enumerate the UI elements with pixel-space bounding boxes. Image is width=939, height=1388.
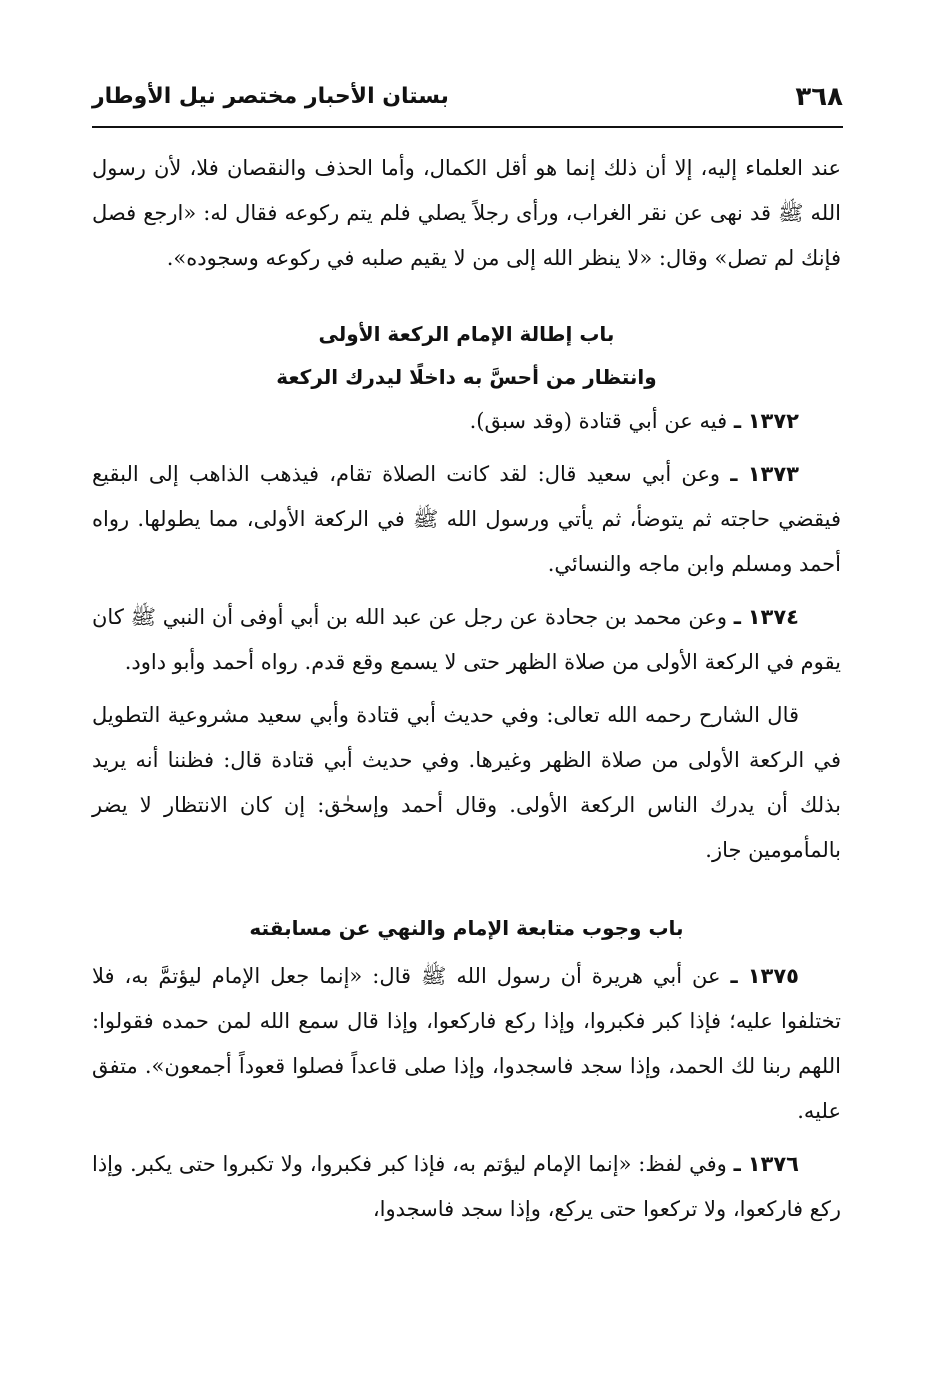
chapter-heading-1-line1: باب إطالة الإمام الركعة الأولى	[318, 322, 615, 346]
book-title: بستان الأحبار مختصر نيل الأوطار	[92, 84, 449, 109]
chapter-heading-1-line2: وانتظار من أحسَّ به داخلًا ليدرك الركعة	[276, 365, 657, 389]
page-header	[92, 80, 843, 128]
page-number: ٣٦٨	[795, 82, 843, 112]
commentary-paragraph: قال الشارح رحمه الله تعالى: وفي حديث أبي قتادة وأبي سعيد مشروعية التطويل في الركعة الأولى من صلاة الظهر وغيرها. وفي حديث أبي قتادة قال: فظننا أنه يريد بذلك أن يدرك الناس الركعة الأولى. وقال أحمد وإسحٰق: إن كان الانتظار لا يضر بالمأمومين جاز.	[92, 703, 841, 862]
hadith-separator: ـ	[733, 1152, 741, 1176]
hadith-number: ١٣٧٥	[747, 964, 799, 988]
hadith-text: وعن أبي سعيد قال: لقد كانت الصلاة تقام، فيذهب الذاهب إلى البقيع فيقضي حاجته ثم يتوضأ، ثم يأتي ورسول الله ﷺ في الركعة الأولى، مما يطولها. رواه أحمد ومسلم وابن ماجه والنسائي.	[92, 462, 841, 576]
hadith-1374	[92, 595, 841, 685]
hadith-number: ١٣٧٣	[747, 462, 799, 486]
hadith-1376	[92, 1142, 841, 1232]
hadith-text: فيه عن أبي قتادة (وقد سبق).	[469, 409, 728, 433]
hadith-number: ١٣٧٤	[747, 605, 799, 629]
hadith-1373	[92, 452, 841, 587]
hadith-number: ١٣٧٦	[747, 1152, 799, 1176]
hadith-text: وعن محمد بن جحادة عن رجل عن عبد الله بن أبي أوفى أن النبي ﷺ كان يقوم في الركعة الأولى من صلاة الظهر حتى لا يسمع وقع قدم. رواه أحمد وأبو داود.	[92, 605, 841, 674]
hadith-1375	[92, 954, 841, 1134]
hadith-number: ١٣٧٢	[747, 409, 799, 433]
hadith-separator: ـ	[730, 462, 738, 486]
chapter-heading-2: باب وجوب متابعة الإمام والنهي عن مسابقته	[249, 916, 684, 940]
intro-paragraph: عند العلماء إليه، إلا أن ذلك إنما هو أقل الكمال، وأما الحذف والنقصان فلا، لأن رسول الله ﷺ قد نهى عن نقر الغراب، ورأى رجلاً يصلي فلم يتم ركوعه فقال له: «ارجع فصل فإنك لم تصل» وقال: «لا ينظر الله إلى من لا يقيم صلبه في ركوعه وسجوده».	[92, 156, 841, 270]
page-body	[92, 146, 841, 1240]
hadith-separator: ـ	[733, 605, 741, 629]
hadith-separator: ـ	[733, 409, 742, 433]
hadith-1372	[92, 399, 841, 444]
hadith-text: عن أبي هريرة أن رسول الله ﷺ قال: «إنما جعل الإمام ليؤتمَّ به، فلا تختلفوا عليه؛ فإذا كبر فكبروا، وإذا ركع فاركعوا، وإذا قال سمع الله لمن حمده فقولوا: اللهم ربنا لك الحمد، وإذا سجد فاسجدوا، وإذا صلى قاعداً فصلوا قعوداً أجمعون». متفق عليه.	[92, 964, 841, 1123]
hadith-separator: ـ	[730, 964, 738, 988]
hadith-text: وفي لفظ: «إنما الإمام ليؤتم به، فإذا كبر فكبروا، ولا تكبروا حتى يكبر. وإذا ركع فاركعوا، ولا تركعوا حتى يركع، وإذا سجد فاسجدوا،	[92, 1152, 841, 1221]
